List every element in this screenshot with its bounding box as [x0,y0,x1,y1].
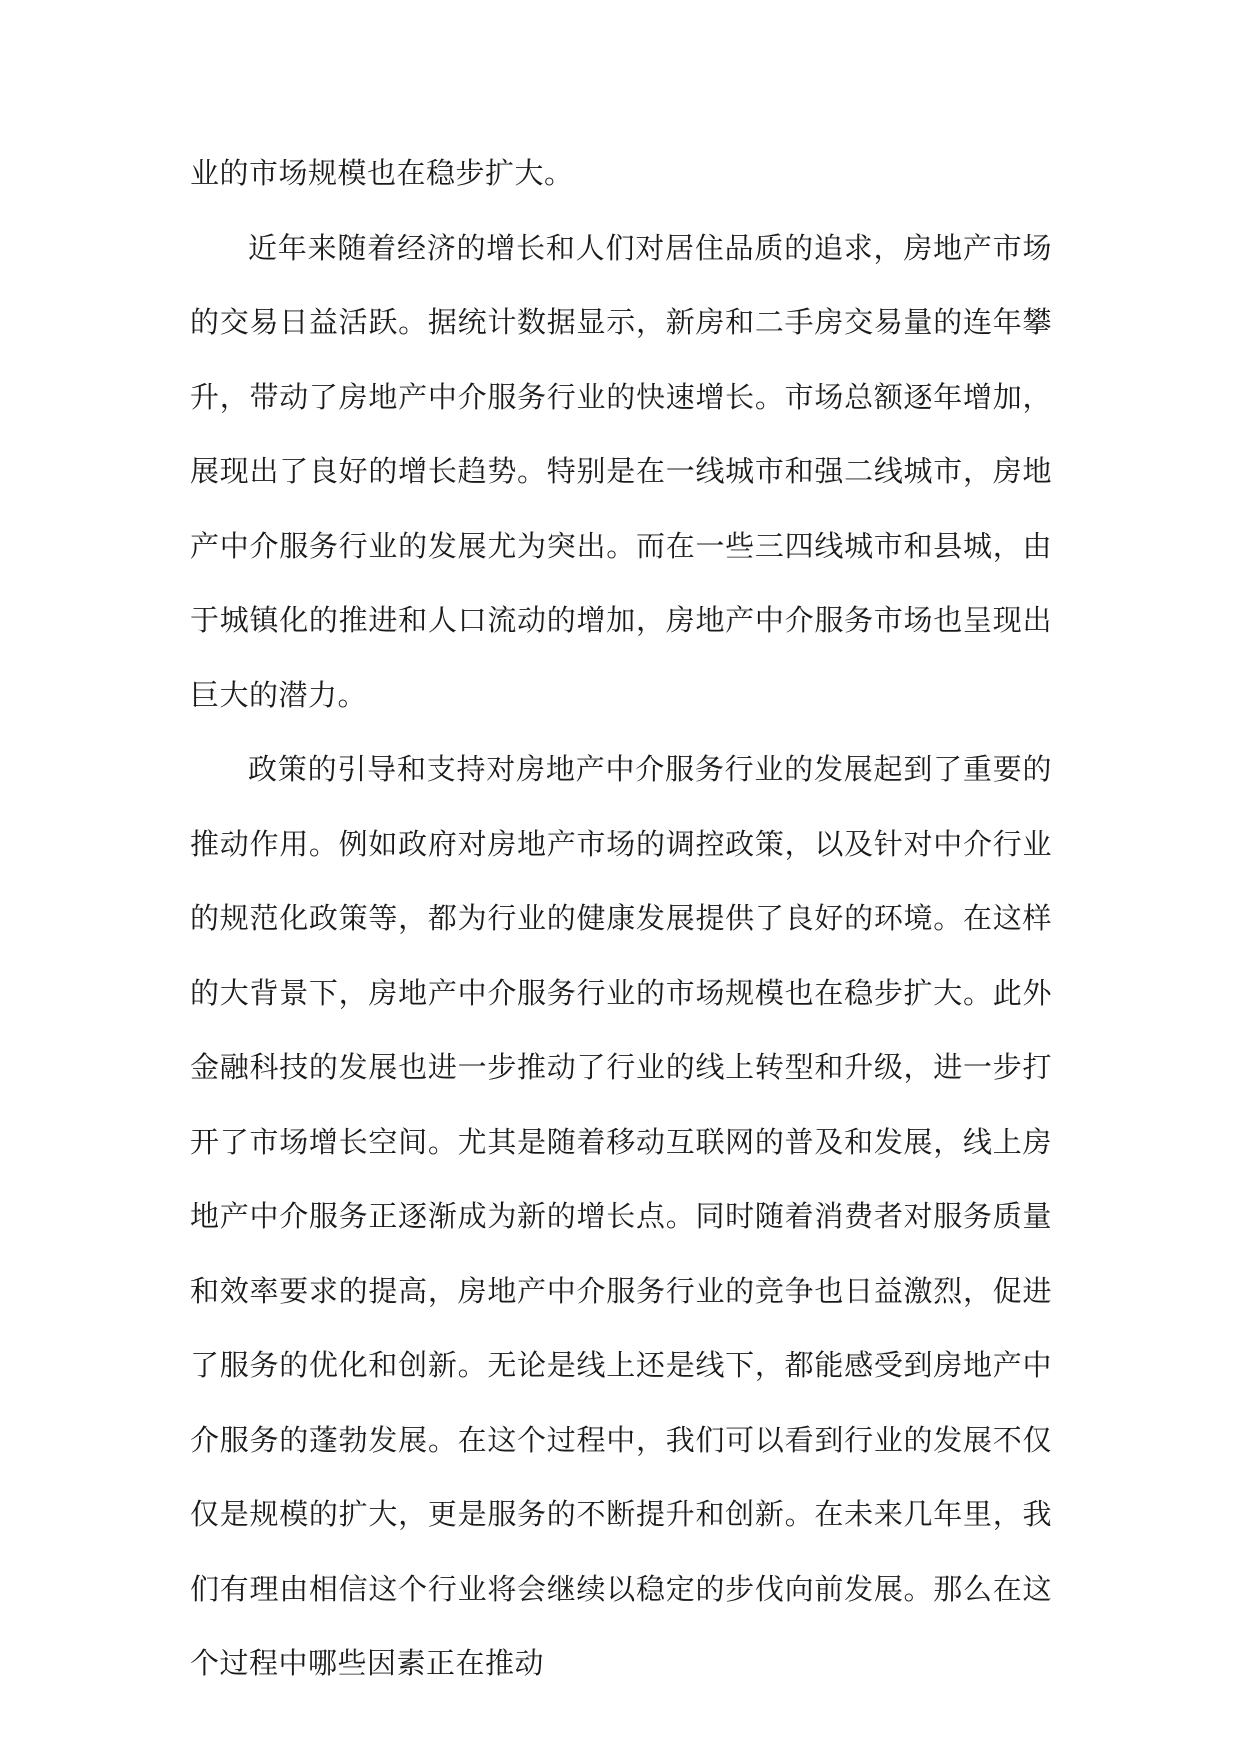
paragraph-policy-support: 政策的引导和支持对房地产中介服务行业的发展起到了重要的推动作用。例如政府对房地产市场的调控政策，以及针对中介行业的规范化政策等，都为行业的健康发展提供了良好的环境。在这样的大背景下，房地产中介服务行业的市场规模也在稳步扩大。此外金融科技的发展也进一步推动了行业的线上转型和升级，进一步打开了市场增长空间。尤其是随着移动互联网的普及和发展，线上房地产中介服务正逐渐成为新的增长点。同时随着消费者对服务质量和效率要求的提高，房地产中介服务行业的竞争也日益激烈，促进了服务的优化和创新。无论是线上还是线下，都能感受到房地产中介服务的蓬勃发展。在这个过程中，我们可以看到行业的发展不仅仅是规模的扩大，更是服务的不断提升和创新。在未来几年里，我们有理由相信这个行业将会继续以稳定的步伐向前发展。那么在这个过程中哪些因素正在推动 [190,752,1052,1680]
document-body [190,136,1052,1701]
paragraph-continuation: 业的市场规模也在稳步扩大。 [190,156,574,190]
paragraph-market-growth: 近年来随着经济的增长和人们对居住品质的追求，房地产市场的交易日益活跃。据统计数据显示，新房和二手房交易量的连年攀升，带动了房地产中介服务行业的快速增长。市场总额逐年增加，展现出了良好的增长趋势。特别是在一线城市和强二线城市，房地产中介服务行业的发展尤为突出。而在一些三四线城市和县城，由于城镇化的推进和人口流动的增加，房地产中介服务市场也呈现出巨大的潜力。 [190,230,1052,712]
